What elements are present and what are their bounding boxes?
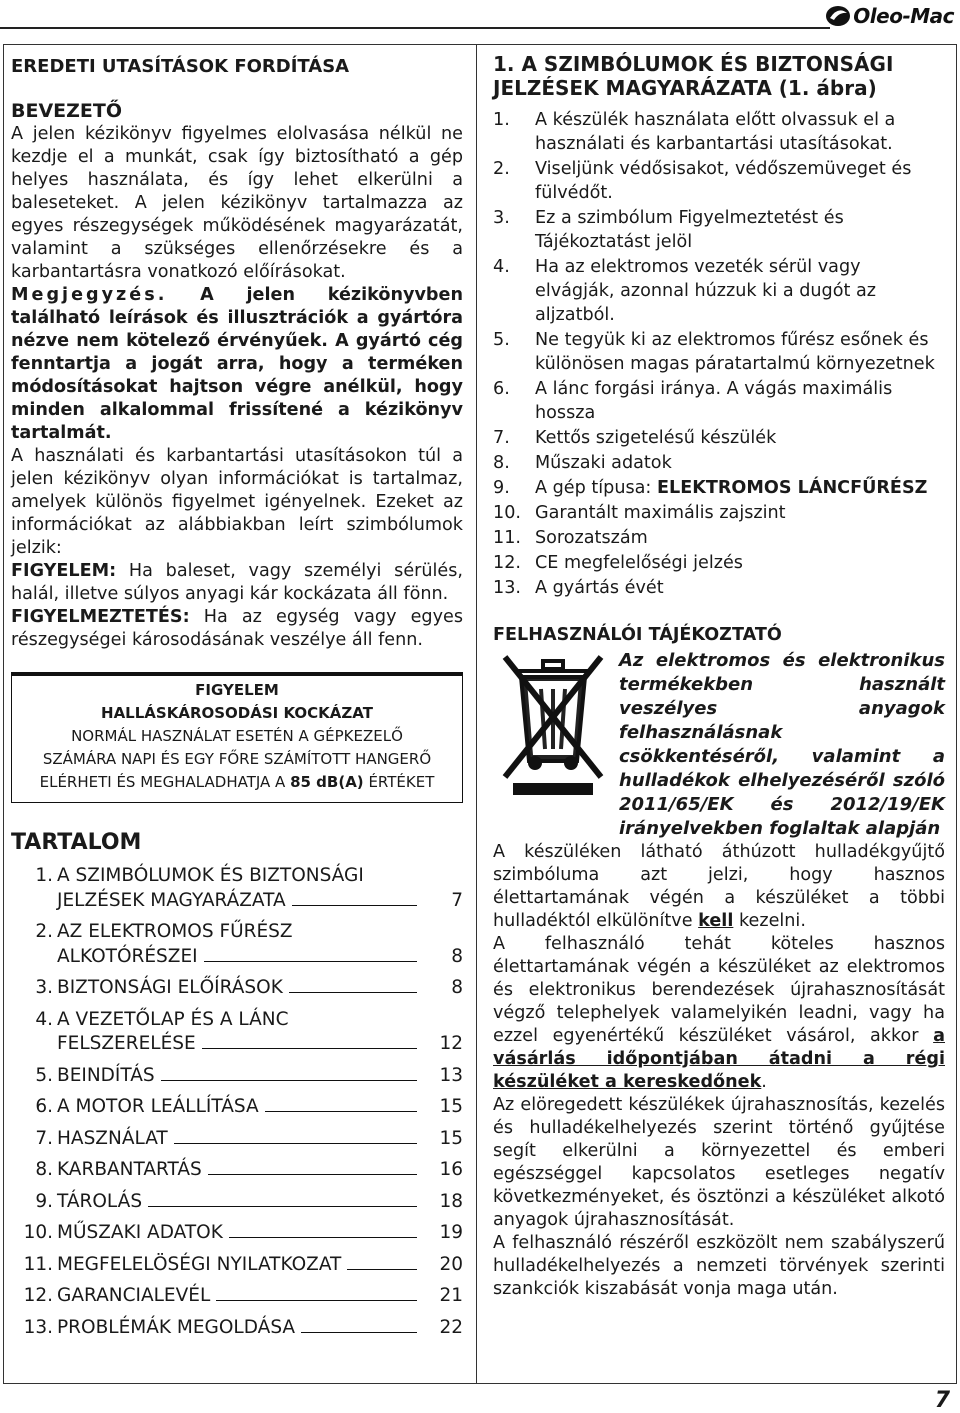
toc-item[interactable] bbox=[11, 1064, 463, 1089]
p2-text-end: . bbox=[761, 1072, 767, 1092]
frame-line bbox=[477, 44, 957, 45]
symbol-text bbox=[535, 501, 945, 525]
symbol-number: 12. bbox=[493, 553, 521, 573]
symbol-desc: Garantált maximális zajszint bbox=[535, 503, 786, 523]
symbol-text bbox=[535, 328, 945, 376]
symbol-item bbox=[493, 206, 945, 254]
warning-text: Ha baleset, vagy személyi sérülés, halál, illetve súlyos anyagi kár kockázata áll fönn. bbox=[11, 561, 464, 604]
symbol-number: 13. bbox=[493, 578, 521, 598]
toc-number: 10. bbox=[23, 1222, 53, 1243]
toc-page: 8 bbox=[451, 945, 463, 967]
note-label: Megjegyzés. bbox=[11, 285, 168, 305]
machine-type: ELEKTROMOS LÁNCFŰRÉSZ bbox=[656, 478, 928, 498]
toc-title bbox=[57, 976, 425, 1001]
toc-number: 4. bbox=[35, 1008, 53, 1030]
toc-title-text: TÁROLÁS bbox=[57, 1190, 143, 1212]
toc-leader-line bbox=[347, 1268, 417, 1270]
toc-title bbox=[57, 1064, 425, 1089]
symbol-item bbox=[493, 377, 945, 425]
toc-title-text: GARANCIALEVÉL bbox=[57, 1285, 211, 1306]
toc-leader-line bbox=[265, 1110, 417, 1112]
toc-leader-line bbox=[208, 1173, 417, 1175]
symbol-number: 11. bbox=[493, 528, 521, 548]
toc-page: 19 bbox=[439, 1222, 463, 1243]
symbol-text bbox=[535, 476, 945, 500]
toc-leader-line bbox=[229, 1236, 417, 1238]
toc-title-text: JELZÉSEK MAGYARÁZATA bbox=[57, 889, 286, 911]
toc-leader-line bbox=[216, 1299, 417, 1301]
symbol-desc: Műszaki adatok bbox=[535, 453, 672, 473]
toc-page: 18 bbox=[439, 1190, 463, 1212]
symbol-desc: Kettős szigetelésű készülék bbox=[535, 428, 777, 448]
weee-paragraph-3: Az elöregedett készülékek újrahasznosítás, kezelés és hulladékelhelyezés szerint történő gyűjtése segít elkerülni a környezettel és emberi egészséggel kapcsolatos esetleges negatív következményeket, és ösztönzi a készüléket alkotó anyagok újrahasznosítását. bbox=[493, 1095, 945, 1230]
brand-header bbox=[0, 0, 960, 30]
symbol-item bbox=[493, 451, 945, 475]
toc-title-text: BIZTONSÁGI ELŐÍRÁSOK bbox=[57, 977, 283, 998]
toc-title-text: AZ ELEKTROMOS FŰRÉSZ bbox=[57, 921, 293, 942]
oleo-mac-swirl-icon bbox=[825, 4, 851, 28]
symbol-number: 8. bbox=[493, 453, 510, 473]
toc-title-text: HASZNÁLAT bbox=[57, 1127, 168, 1149]
p2-text: A felhasználó tehát köteles hasznos élettartamának végén a készüléket az elektromos és elektronikus berendezések újrahasznosítását végző telephelyek valamelyikén leadni, vagy ha ezzel egyenértékű készüléket vásárol, akkor bbox=[493, 934, 945, 1046]
toc-leader-line bbox=[174, 1142, 417, 1144]
contents-title: TARTALOM bbox=[11, 830, 142, 855]
directive-text: Az elektromos és elektronikus termékekben használt veszélyes anyagok felhasználásnak csökkentéséről, valamint a hulladékok elhelyezéséről szóló 2011/65/EK és 2012/19/EK irányelvekben foglaltak alapján bbox=[619, 650, 945, 839]
toc-number: 13. bbox=[23, 1316, 53, 1338]
toc-title-text: A MOTOR LEÁLLÍTÁSA bbox=[57, 1096, 259, 1117]
warning-label: FIGYELEM: bbox=[11, 561, 117, 581]
symbol-text bbox=[535, 206, 945, 254]
weee-paragraph-4: A felhasználó részéről eszközölt nem szabályszerű hulladékelhelyezés a nemzeti törvények szerinti szankciók kiszabását vonja maga után. bbox=[493, 1233, 945, 1299]
toc-number: 8. bbox=[35, 1159, 53, 1180]
toc-item[interactable] bbox=[11, 976, 463, 1001]
symbol-number: 4. bbox=[493, 257, 510, 277]
noise-level: 85 dB(A) bbox=[290, 773, 364, 791]
toc-number: 9. bbox=[35, 1190, 53, 1212]
toc-item[interactable] bbox=[11, 1316, 463, 1341]
toc-title-text: ALKOTÓRÉSZEI bbox=[57, 945, 198, 967]
symbol-desc: Ez a szimbólum Figyelmeztetést és Tájékoztatást jelöl bbox=[535, 208, 844, 252]
brand-logo-text: Oleo-Mac bbox=[853, 4, 954, 28]
table-of-contents bbox=[11, 864, 463, 1340]
toc-page: 13 bbox=[439, 1064, 463, 1086]
toc-number: 3. bbox=[35, 977, 53, 998]
toc-title-text: FELSZERELÉSE bbox=[57, 1033, 196, 1054]
symbol-number: 1. bbox=[493, 110, 510, 130]
p1-emphasis: kell bbox=[698, 911, 734, 931]
caution-label: FIGYELMEZTETÉS: bbox=[11, 607, 190, 627]
toc-title bbox=[57, 1190, 425, 1215]
main-title: EREDETI UTASÍTÁSOK FORDÍTÁSA bbox=[11, 56, 350, 77]
symbol-text bbox=[535, 108, 945, 156]
symbol-desc: CE megfelelőségi jelzés bbox=[535, 553, 743, 573]
weee-block bbox=[493, 649, 945, 841]
symbol-desc: Ne tegyük ki az elektromos fűrész esőnek és különösen magas páratartalmú környezetnek bbox=[535, 330, 935, 374]
toc-leader-line bbox=[161, 1079, 417, 1081]
toc-item[interactable] bbox=[11, 1127, 463, 1152]
toc-page: 7 bbox=[451, 889, 463, 911]
frame-line bbox=[476, 44, 477, 1384]
symbol-item bbox=[493, 476, 945, 500]
p2-emphasis: a vásárlás időpontjában átadni a régi készüléket a kereskedőnek bbox=[493, 1026, 945, 1092]
symbol-text bbox=[535, 377, 945, 425]
toc-item[interactable] bbox=[11, 920, 463, 969]
symbol-desc: A készülék használata előtt olvassuk el a használati és karbantartási utasításokat. bbox=[535, 110, 896, 154]
toc-title bbox=[57, 1316, 425, 1341]
toc-title bbox=[57, 1158, 425, 1183]
symbol-number: 7. bbox=[493, 428, 510, 448]
symbol-text bbox=[535, 255, 945, 327]
toc-title-text: MEGFELELÖSÉGI NYILATKOZAT bbox=[57, 1253, 342, 1275]
frame-line bbox=[956, 44, 957, 1384]
symbol-desc: A lánc forgási iránya. A vágás maximális hossza bbox=[535, 379, 893, 423]
toc-number: 1. bbox=[35, 865, 53, 886]
symbol-desc: A gép típusa: bbox=[535, 478, 657, 498]
symbol-item bbox=[493, 576, 945, 600]
box-line: FIGYELEM bbox=[195, 681, 279, 699]
toc-page: 8 bbox=[451, 977, 463, 998]
left-column bbox=[11, 55, 463, 1347]
toc-title-text: MŰSZAKI ADATOK bbox=[57, 1222, 223, 1243]
symbol-item bbox=[493, 526, 945, 550]
symbol-desc: A gyártás évét bbox=[535, 578, 664, 598]
toc-title bbox=[57, 1127, 425, 1152]
symbol-number: 3. bbox=[493, 208, 510, 228]
symbol-number: 6. bbox=[493, 379, 510, 399]
toc-title-text: PROBLÉMÁK MEGOLDÁSA bbox=[57, 1316, 296, 1338]
toc-title-text: A VEZETŐLAP ÉS A LÁNC bbox=[57, 1008, 289, 1030]
symbol-text bbox=[535, 576, 945, 600]
toc-title bbox=[57, 920, 425, 969]
frame-line bbox=[3, 1383, 957, 1384]
toc-number: 2. bbox=[35, 921, 53, 942]
header-rule bbox=[0, 27, 830, 29]
symbol-item bbox=[493, 255, 945, 327]
toc-page: 12 bbox=[439, 1033, 463, 1054]
noise-warning-box bbox=[11, 672, 463, 803]
symbol-item bbox=[493, 551, 945, 575]
box-line bbox=[16, 771, 458, 794]
toc-item[interactable] bbox=[11, 1095, 463, 1120]
box-line: NORMÁL HASZNÁLAT ESETÉN A GÉPKEZELŐ bbox=[71, 727, 403, 745]
toc-number: 6. bbox=[35, 1096, 53, 1117]
toc-leader-line bbox=[289, 991, 417, 993]
caution-text: Ha az egység vagy egyes részegységei károsodásának veszélye áll fenn. bbox=[11, 607, 463, 650]
symbol-number: 10. bbox=[493, 503, 521, 523]
toc-item[interactable] bbox=[11, 1008, 463, 1057]
symbols-list bbox=[493, 108, 945, 600]
intro-title: BEVEZETŐ bbox=[11, 100, 123, 122]
box-text: ELÉRHETI ÉS MEGHALADHATJA A bbox=[39, 773, 291, 791]
symbol-item bbox=[493, 328, 945, 376]
toc-item[interactable] bbox=[11, 1221, 463, 1246]
toc-number: 11. bbox=[23, 1253, 53, 1275]
toc-title bbox=[57, 1221, 425, 1246]
symbol-number: 5. bbox=[493, 330, 510, 350]
caution-paragraph bbox=[11, 606, 463, 652]
note-text-a: A jelen kézikönyvben található leírások és illusztrációk a gyártóra nézve nem kötelező érvényűek. bbox=[11, 285, 463, 351]
right-column bbox=[493, 52, 945, 1301]
toc-page: 20 bbox=[439, 1253, 463, 1275]
crossed-out-wheelie-bin-icon bbox=[493, 649, 613, 841]
symbol-item bbox=[493, 108, 945, 156]
toc-title bbox=[57, 1284, 425, 1309]
toc-item[interactable] bbox=[11, 1158, 463, 1183]
toc-number: 7. bbox=[35, 1127, 53, 1149]
toc-leader-line bbox=[148, 1205, 417, 1207]
toc-leader-line bbox=[204, 960, 417, 962]
box-text: ÉRTÉKET bbox=[363, 773, 435, 791]
toc-title bbox=[57, 1095, 425, 1120]
symbol-text bbox=[535, 426, 945, 450]
symbol-text bbox=[535, 526, 945, 550]
frame-line bbox=[3, 44, 4, 1384]
toc-title bbox=[57, 864, 425, 913]
brand-logo bbox=[825, 2, 954, 30]
box-line: SZÁMÁRA NAPI ÉS EGY FŐRE SZÁMÍTOTT HANGERŐ bbox=[42, 750, 432, 768]
toc-page: 15 bbox=[439, 1127, 463, 1149]
page-number: 7 bbox=[934, 1388, 950, 1413]
frame-line bbox=[3, 44, 480, 45]
toc-title bbox=[57, 1008, 425, 1057]
toc-item[interactable] bbox=[11, 1253, 463, 1278]
symbol-item bbox=[493, 426, 945, 450]
toc-page: 15 bbox=[439, 1096, 463, 1117]
symbols-section-title: 1. A SZIMBÓLUMOK ÉS BIZTONSÁGI JELZÉSEK MAGYARÁZATA (1. ábra) bbox=[493, 52, 894, 100]
toc-item[interactable] bbox=[11, 1190, 463, 1215]
box-line: HALLÁSKÁROSODÁSI KOCKÁZAT bbox=[101, 704, 373, 722]
toc-title bbox=[57, 1253, 425, 1278]
symbol-number: 9. bbox=[493, 478, 510, 498]
info-text: A használati és karbantartási utasításokon túl a jelen kézikönyv olyan információkat is tartalmaz, amelyek különös figyelmet igényelnek. Ezeket az információkat az alábbiakban leírt szimbólumok jelzik: bbox=[11, 446, 463, 558]
symbol-text bbox=[535, 551, 945, 575]
toc-item[interactable] bbox=[11, 864, 463, 913]
weee-paragraph-1 bbox=[493, 841, 945, 933]
p1-text: A készüléken látható áthúzott hulladékgyűjtő szimbóluma azt jelzi, hogy hasznos élettartamának végén a készüléket a többi hulladéktól elkülönítve bbox=[493, 842, 945, 931]
p1-text-end: kezelni. bbox=[733, 911, 806, 931]
toc-page: 22 bbox=[439, 1316, 463, 1338]
toc-number: 12. bbox=[23, 1285, 53, 1306]
intro-text: A jelen kézikönyv figyelmes elolvasása nélkül ne kezdje el a munkát, csak így biztosítható a gép helyes használata, és így lehet elkerülni a baleseteket. A jelen kézikönyv tartalmazza az egyes részegységek működésének magyarázatát, valamint a szükséges ellenőrzésekre és a karbantartásra vonatkozó előírásokat. bbox=[11, 124, 463, 282]
toc-leader-line bbox=[301, 1331, 417, 1333]
toc-leader-line bbox=[292, 904, 417, 906]
weee-paragraph-2 bbox=[493, 933, 945, 1094]
symbol-item bbox=[493, 501, 945, 525]
toc-page: 21 bbox=[439, 1285, 463, 1306]
note-text-b: A gyártó cég fenntartja a jogát arra, hogy a terméken módosításokat hajtson végre anélkül, hogy minden alkalommal frissítené a kézikönyv tartalmát. bbox=[11, 331, 463, 443]
symbol-desc: Sorozatszám bbox=[535, 528, 648, 548]
toc-title-text: KARBANTARTÁS bbox=[57, 1159, 202, 1180]
toc-title-text: A SZIMBÓLUMOK ÉS BIZTONSÁGI bbox=[57, 865, 364, 886]
toc-title-text: BEINDÍTÁS bbox=[57, 1064, 155, 1086]
user-info-title: FELHASZNÁLÓI TÁJÉKOZTATÓ bbox=[493, 625, 782, 645]
toc-leader-line bbox=[202, 1047, 417, 1049]
warning-paragraph bbox=[11, 560, 463, 606]
symbol-number: 2. bbox=[493, 159, 510, 179]
symbol-text bbox=[535, 157, 945, 205]
toc-page: 16 bbox=[439, 1159, 463, 1180]
note-paragraph bbox=[11, 284, 463, 445]
symbol-text bbox=[535, 451, 945, 475]
symbol-item bbox=[493, 157, 945, 205]
toc-item[interactable] bbox=[11, 1284, 463, 1309]
symbol-desc: Ha az elektromos vezeték sérül vagy elvágják, azonnal húzzuk ki a dugót az aljzatból. bbox=[535, 257, 876, 325]
toc-number: 5. bbox=[35, 1064, 53, 1086]
symbol-desc: Viseljünk védősisakot, védőszemüveget és fülvédőt. bbox=[535, 159, 912, 203]
